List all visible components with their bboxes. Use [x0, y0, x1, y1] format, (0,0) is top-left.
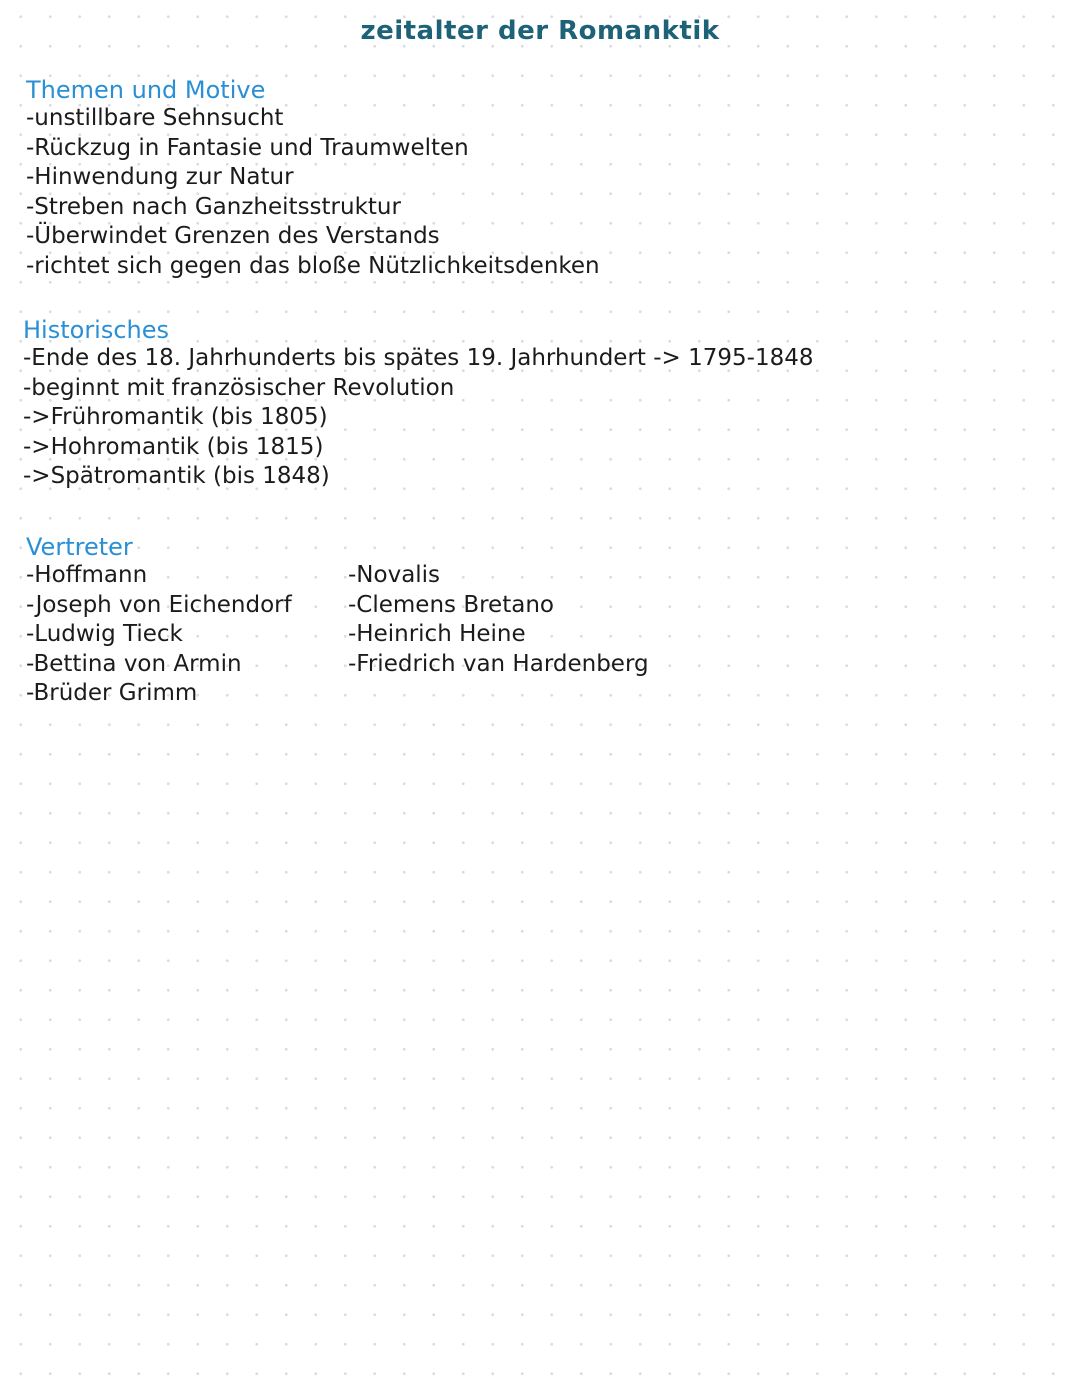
list-item: -Ende des 18. Jahrhunderts bis spätes 19. Jahrhundert -> 1795-1848 [23, 345, 814, 371]
list-item: -Heinrich Heine [348, 621, 526, 648]
list-item: -Ludwig Tieck [26, 621, 183, 648]
vertreter-columns [26, 561, 649, 709]
vertreter-section [26, 533, 649, 709]
list-item: -Überwindet Grenzen des Verstands [26, 223, 440, 250]
list-item: -richtet sich gegen das bloße Nützlichkeitsdenken [26, 252, 600, 279]
vertreter-list-right [348, 561, 649, 709]
themen-heading: Themen und Motive [26, 76, 266, 104]
vertreter-list-left [26, 561, 348, 709]
list-item: ->Spätromantik (bis 1848) [23, 463, 330, 490]
historisches-section [23, 316, 814, 492]
list-item: -Clemens Bretano [348, 591, 554, 618]
list-item: -Joseph von Eichendorf [26, 591, 292, 618]
list-item: -Bettina von Armin [26, 650, 242, 677]
list-item: -Friedrich van Hardenberg [348, 650, 649, 677]
historisches-heading: Historisches [23, 316, 170, 344]
list-item: -Hinwendung zur Natur [26, 164, 294, 191]
list-item: ->Hohromantik (bis 1815) [23, 433, 324, 460]
page-title: zeitalter der Romanktik [360, 16, 720, 46]
list-item: -Brüder Grimm [26, 680, 198, 707]
themen-section [26, 76, 600, 282]
list-item: -Novalis [348, 562, 441, 588]
themen-list [26, 104, 600, 282]
vertreter-heading: Vertreter [26, 533, 133, 561]
list-item: -unstillbare Sehnsucht [26, 105, 284, 131]
list-item: -Rückzug in Fantasie und Traumwelten [26, 134, 469, 161]
list-item: ->Frühromantik (bis 1805) [23, 404, 328, 431]
list-item: -Hoffmann [26, 562, 148, 588]
list-item: -beginnt mit französischer Revolution [23, 374, 455, 401]
historisches-list [23, 344, 814, 492]
list-item: -Streben nach Ganzheitsstruktur [26, 193, 401, 220]
